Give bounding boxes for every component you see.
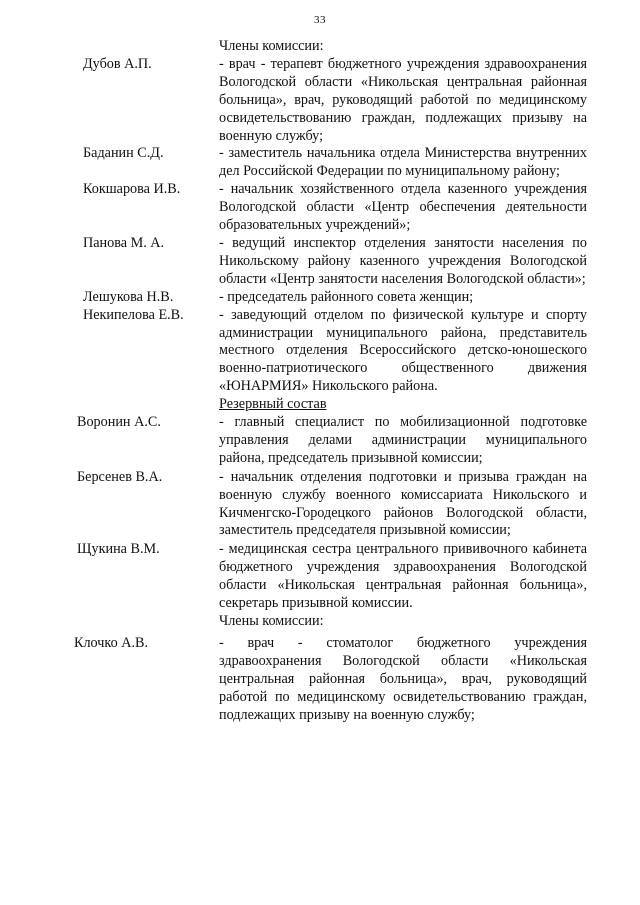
commission-list (0, 38, 640, 724)
reserve-entry (0, 414, 640, 468)
member-description: - заместитель начальника отдела Министерства внутренних дел Российской Федерации по муниципальному району; (219, 145, 587, 180)
member-name: Клочко А.В. (74, 634, 149, 651)
member-name: Лешукова Н.В. (83, 288, 174, 305)
member-description: - медицинская сестра центрального прививочного кабинета бюджетного учреждения здравоохранения Вологодской области «Никольская центральная районная больница», секретарь призывной комиссии. (219, 541, 587, 612)
member-entry (0, 307, 640, 397)
member-description: - главный специалист по мобилизационной подготовке управления делами администрации муниципального района, председатель призывной комиссии; (219, 414, 587, 466)
member-entry (0, 635, 640, 725)
member-name: Дубов А.П. (83, 55, 152, 72)
member-description: - ведущий инспектор отделения занятости населения по Никольскому району казенного учреждения Вологодской области «Центр занятости населения Вологодской области»; (219, 234, 587, 287)
reserve-entry (0, 469, 640, 541)
member-name: Берсенев В.А. (77, 468, 163, 485)
member-name: Панова М. А. (83, 234, 165, 251)
member-description: - врач - стоматолог бюджетного учреждения здравоохранения Вологодской области «Никольская центральная районная больница», врач, руководящий работой по медицинскому освидетельствованию граждан, подлежащих призыву на военную службу; (219, 634, 587, 723)
page-number: 33 (314, 14, 326, 26)
member-name: Щукина В.М. (77, 541, 160, 558)
member-name: Воронин А.С. (77, 414, 161, 431)
member-description: - заведующий отделом по физической культуре и спорту администрации муниципального района, представитель местного отделения Всероссийского детско-юношеского военно-патриотического общественного движения «ЮНАРМИЯ» Никольского района. (219, 306, 587, 395)
member-entry (0, 56, 640, 146)
member-name: Кокшарова И.В. (83, 181, 181, 198)
members-heading: Члены комиссии: (219, 613, 324, 629)
member-entry (0, 181, 640, 235)
member-description: - начальник отделения подготовки и призыва граждан на военную службу военного комиссариата Никольского и Кичменгско-Городецкого районов Вологодской области, заместитель председателя призывной комиссии; (219, 468, 587, 539)
member-description: - начальник хозяйственного отдела казенного учреждения Вологодской области «Центр обеспечения деятельности образовательных учреждений»; (219, 181, 587, 234)
member-name: Баданин С.Д. (83, 145, 164, 162)
member-description: - врач - терапевт бюджетного учреждения здравоохранения Вологодской области «Никольская центральная районная больница», врач, руководящий работой по медицинскому освидетельствованию граждан, подлежащих призыву на военную службу; (219, 55, 587, 144)
members-heading: Члены комиссии: (219, 38, 324, 54)
member-entry (0, 289, 640, 307)
member-description: - председатель районного совета женщин; (219, 288, 474, 305)
member-name: Некипелова Е.В. (83, 306, 184, 323)
member-entry (0, 145, 640, 181)
reserve-entry (0, 541, 640, 613)
reserve-heading: Резервный состав (219, 396, 327, 413)
member-entry (0, 235, 640, 289)
